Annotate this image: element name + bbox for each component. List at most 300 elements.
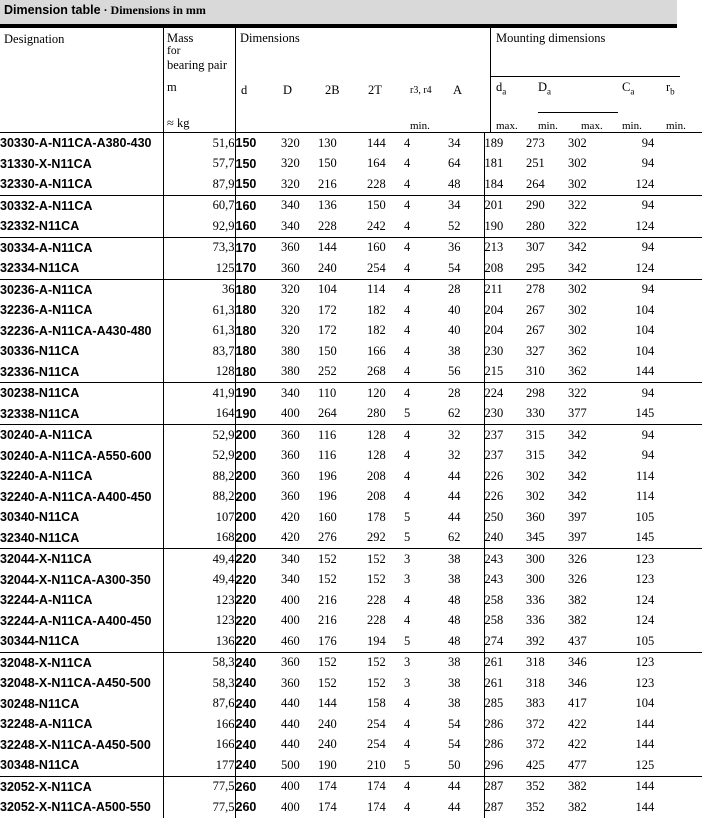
cell-Da-min: 372: [526, 716, 545, 731]
cell-A: 44: [448, 468, 461, 483]
cell-A: 48: [448, 613, 461, 628]
table-row: [0, 549, 702, 570]
cell-Ca-min: 14: [635, 737, 648, 752]
cell-2B: 176: [318, 633, 337, 648]
cell-d: 180: [235, 300, 281, 321]
col-da: $d_a$: [496, 80, 507, 97]
cell-d: 190: [235, 383, 281, 404]
cell-r3-r4: 4: [404, 237, 448, 258]
cell-Da-min: 315: [526, 425, 568, 446]
cell-A: 40: [448, 302, 461, 317]
table-row: [0, 776, 702, 797]
cell-2T: 268: [367, 364, 386, 379]
cell-da-max: 215: [484, 362, 526, 383]
cell-mass: 123: [163, 590, 235, 611]
cell-A: 40: [448, 323, 461, 338]
cell-2T: 164: [367, 156, 386, 171]
cell-D: 440: [281, 716, 300, 731]
cell-2T: 228: [367, 613, 386, 628]
cell-da-max: 286: [484, 735, 526, 756]
cell-2B: 172: [318, 323, 337, 338]
cell-Da-min: 290: [526, 195, 568, 216]
cell-r3-r4: 4: [404, 776, 448, 797]
table-row: [0, 735, 702, 756]
cell-mass: 58,3: [163, 652, 235, 673]
table-row: [0, 133, 702, 154]
cell-2T: 194: [367, 633, 386, 648]
cell-rb-min: 4: [648, 133, 702, 154]
cell-D: 360: [281, 260, 300, 275]
cell-Da-min: 392: [526, 633, 545, 648]
cell-designation: 32334-N11CA: [0, 261, 80, 276]
cell-A: 38: [448, 675, 461, 690]
cell-d: 200: [235, 466, 281, 487]
cell-Ca-min: 9: [610, 425, 648, 446]
cell-Da-min: 267: [526, 323, 545, 338]
cell-mass: 61,3: [163, 321, 235, 342]
cell-designation: 30344-N11CA: [0, 634, 80, 649]
col-mass-3: bearing pair: [167, 58, 228, 72]
cell-designation: 30240-A-N11CA: [0, 425, 163, 446]
cell-A: 50: [448, 757, 461, 772]
cell-mass: 87,9: [163, 174, 235, 195]
cell-D: 320: [281, 323, 300, 338]
cell-d: 200: [235, 446, 281, 467]
cell-2B: 240: [318, 737, 337, 752]
cell-D: 360: [281, 489, 300, 504]
table-row: [0, 425, 702, 446]
col-A: A: [453, 83, 463, 97]
cell-2B: 240: [318, 260, 337, 275]
cell-Da-min: 318: [526, 652, 568, 673]
cell-2T: 174: [367, 776, 404, 797]
cell-2B: 216: [318, 592, 337, 607]
cell-Ca-min: 12: [610, 652, 648, 673]
cell-2B: 116: [318, 448, 337, 463]
cell-r3-r4: 4: [404, 737, 411, 752]
cell-mass: 164: [163, 404, 235, 425]
cell-designation: 32340-N11CA: [0, 530, 80, 545]
table-subtitle: · Dimensions in mm: [100, 3, 206, 17]
cell-D: 440: [281, 696, 300, 711]
cell-mass: 52,9: [163, 446, 235, 467]
cell-2B: 216: [318, 613, 337, 628]
cell-mass: 168: [163, 528, 235, 549]
cell-da-max: 258: [484, 590, 526, 611]
cell-Da-min: 295: [526, 260, 545, 275]
cell-Da-min: 278: [526, 279, 568, 300]
cell-designation: 32048-X-N11CA: [0, 652, 163, 673]
cell-2B: 228: [318, 218, 337, 233]
cell-r3-r4: 5: [404, 633, 411, 648]
table-row: [0, 631, 702, 652]
cell-mass: 77,5: [163, 797, 235, 818]
cell-A: 44: [448, 509, 461, 524]
cell-d: 190: [235, 404, 281, 425]
cell-Da-max: 382: [568, 613, 587, 628]
cell-D: 400: [281, 799, 300, 814]
cell-Ca-min: 10: [635, 302, 648, 317]
cell-Ca-min: 9: [610, 383, 648, 404]
cell-mass: 73,3: [163, 237, 235, 258]
cell-rb-min: 3: [648, 652, 702, 673]
cell-r3-r4: 4: [404, 383, 448, 404]
cell-designation: 32240-A-N11CA: [0, 469, 93, 484]
table-row: [0, 652, 702, 673]
cell-2T: 228: [367, 592, 386, 607]
table-row: [0, 258, 702, 279]
cell-Ca-min: 12: [635, 592, 648, 607]
cell-Da-max: 346: [568, 675, 587, 690]
cell-designation: 32052-X-N11CA: [0, 776, 163, 797]
cell-mass: 166: [163, 735, 235, 756]
cell-designation: 32248-A-N11CA: [0, 717, 93, 732]
cell-r3-r4: 4: [404, 716, 411, 731]
cell-mass: 61,3: [163, 300, 235, 321]
cell-Da-max: 342: [568, 489, 587, 504]
cell-mass: 36: [163, 279, 235, 300]
cell-Da-max: 377: [568, 406, 587, 421]
cell-D: 440: [281, 737, 300, 752]
cell-Da-max: 342: [568, 425, 610, 446]
cell-da-max: 287: [484, 776, 526, 797]
table-row: [0, 174, 702, 195]
cell-D: 380: [281, 364, 300, 379]
cell-2B: 144: [318, 696, 337, 711]
cell-Da-min: 298: [526, 383, 568, 404]
table-title: Dimension table · Dimensions in mm: [4, 3, 206, 17]
cell-Ca-min: 10: [635, 509, 648, 524]
cell-Ca-min: 14: [635, 530, 648, 545]
cell-d: 240: [235, 755, 281, 776]
col-mass-sym: m: [167, 80, 177, 94]
cell-A: 48: [448, 633, 461, 648]
cell-da-max: 181: [484, 154, 526, 175]
col-mass-2: for: [167, 45, 181, 57]
cell-designation: 30238-N11CA: [0, 383, 163, 404]
cell-D: 320: [281, 133, 318, 154]
cell-rb-min: 4: [648, 737, 655, 752]
cell-designation: 30334-A-N11CA: [0, 237, 163, 258]
cell-Da-max: 302: [568, 133, 610, 154]
cell-Da-min: 327: [526, 343, 545, 358]
cell-designation: 32330-A-N11CA: [0, 177, 93, 192]
cell-D: 400: [281, 406, 300, 421]
cell-D: 500: [281, 757, 300, 772]
cell-rb-min: 3: [648, 572, 655, 587]
cell-designation: 32332-N11CA: [0, 219, 80, 234]
cell-Da-max: 362: [568, 343, 587, 358]
table-row: [0, 279, 702, 300]
cell-Da-min: 267: [526, 302, 545, 317]
cell-A: 44: [448, 776, 484, 797]
cell-D: 320: [281, 302, 300, 317]
table-row: [0, 216, 702, 237]
cell-A: 38: [448, 572, 461, 587]
table-row: [0, 466, 702, 487]
cell-2T: 254: [367, 737, 386, 752]
cell-d: 170: [235, 237, 281, 258]
cell-designation: 32044-X-N11CA-A300-350: [0, 572, 151, 587]
cell-da-max: 189: [484, 133, 526, 154]
cell-rb-min: 3: [648, 549, 702, 570]
cell-da-max: 243: [484, 570, 526, 591]
cell-2B: 172: [318, 302, 337, 317]
cell-A: 52: [448, 218, 461, 233]
cell-mass: 166: [163, 714, 235, 735]
cell-Ca-min: 9: [610, 133, 648, 154]
cell-Da-min: 336: [526, 613, 545, 628]
cell-designation: 30236-A-N11CA: [0, 279, 163, 300]
cell-designation: 30240-A-N11CA-A550-600: [0, 448, 152, 463]
cell-mass: 49,4: [163, 570, 235, 591]
cell-designation: 30248-N11CA: [0, 696, 80, 711]
cell-D: 340: [281, 549, 318, 570]
cell-mass: 60,7: [163, 195, 235, 216]
cell-Da-max: 382: [568, 592, 587, 607]
cell-A: 44: [448, 489, 461, 504]
cell-d: 200: [235, 425, 281, 446]
col-2B: 2B: [325, 83, 340, 97]
cell-Ca-min: 9: [641, 448, 648, 463]
cell-A: 32: [448, 448, 461, 463]
cell-A: 48: [448, 176, 461, 191]
cell-D: 400: [281, 592, 300, 607]
cell-d: 220: [235, 590, 281, 611]
cell-Ca-min: 14: [635, 406, 648, 421]
cell-designation: 32338-N11CA: [0, 406, 80, 421]
cell-designation: 32244-A-N11CA-A400-450: [0, 613, 152, 628]
cell-2B: 240: [318, 716, 337, 731]
cell-2T: 166: [367, 343, 386, 358]
cell-rb-min: 4: [648, 448, 655, 463]
cell-2B: 196: [318, 468, 337, 483]
cell-2T: 152: [367, 572, 386, 587]
cell-d: 220: [235, 549, 281, 570]
cell-2T: 254: [367, 260, 386, 275]
cell-D: 400: [281, 613, 300, 628]
cell-Da-max: 342: [568, 237, 610, 258]
col-rb-min: min.: [666, 120, 686, 132]
cell-da-max: 250: [484, 507, 526, 528]
cell-da-max: 296: [484, 755, 526, 776]
cell-2T: 182: [367, 323, 386, 338]
cell-Da-max: 362: [568, 364, 587, 379]
cell-Da-min: 360: [526, 509, 545, 524]
cell-Ca-min: 12: [635, 572, 648, 587]
cell-2T: 178: [367, 509, 386, 524]
cell-2B: 190: [318, 757, 337, 772]
col-rb: $r_b$: [666, 80, 675, 97]
cell-da-max: 213: [484, 237, 526, 258]
cell-Ca-min: 12: [635, 675, 648, 690]
table-row: [0, 797, 702, 818]
cell-A: 36: [448, 237, 484, 258]
col-2T: 2T: [368, 83, 382, 97]
cell-designation: 32044-X-N11CA: [0, 549, 163, 570]
cell-rb-min: 5: [648, 406, 655, 421]
cell-2B: 110: [318, 383, 367, 404]
cell-A: 54: [448, 716, 461, 731]
cell-da-max: 261: [484, 673, 526, 694]
cell-Da-max: 422: [568, 737, 587, 752]
cell-2T: 152: [367, 549, 404, 570]
cell-A: 34: [448, 133, 484, 154]
cell-Da-min: 300: [526, 572, 545, 587]
cell-Da-max: 382: [568, 799, 587, 814]
table-row: [0, 321, 702, 342]
cell-D: 360: [281, 652, 318, 673]
cell-rb-min: 4: [648, 343, 655, 358]
cell-2T: 128: [367, 448, 386, 463]
cell-Da-max: 342: [568, 260, 587, 275]
cell-2T: 242: [367, 218, 386, 233]
col-Ca-min: min.: [622, 120, 642, 132]
cell-2T: 182: [367, 302, 386, 317]
cell-r3-r4: 3: [404, 652, 448, 673]
cell-Da-min: 315: [526, 448, 545, 463]
table-row: [0, 154, 702, 175]
cell-r3-r4: 4: [404, 323, 411, 338]
cell-2B: 174: [318, 799, 337, 814]
cell-D: 340: [281, 218, 300, 233]
cell-da-max: 190: [484, 216, 526, 237]
cell-da-max: 226: [484, 466, 526, 487]
cell-2T: 114: [367, 279, 404, 300]
cell-2T: 254: [367, 716, 386, 731]
cell-rb-min: 4: [648, 302, 655, 317]
cell-2T: 158: [367, 696, 386, 711]
cell-Ca-min: 10: [635, 343, 648, 358]
cell-A: 48: [448, 592, 461, 607]
cell-da-max: 230: [484, 404, 526, 425]
cell-r3-r4: 3: [404, 675, 411, 690]
cell-Da-min: 251: [526, 156, 545, 171]
cell-Ca-min: 10: [635, 323, 648, 338]
cell-Ca-min: 9: [610, 279, 648, 300]
cell-2T: 160: [367, 237, 404, 258]
cell-D: 320: [281, 279, 318, 300]
cell-d: 240: [235, 694, 281, 715]
cell-rb-min: 5: [648, 757, 655, 772]
cell-da-max: 243: [484, 549, 526, 570]
cell-rb-min: 4: [648, 776, 702, 797]
cell-A: 34: [448, 195, 484, 216]
cell-Da-max: 302: [568, 323, 587, 338]
cell-rb-min: 4: [648, 716, 655, 731]
cell-2T: 128: [367, 425, 404, 446]
cell-A: 62: [448, 530, 461, 545]
col-D: D: [283, 83, 293, 97]
cell-2T: 174: [367, 799, 386, 814]
cell-D: 340: [281, 195, 318, 216]
col-designation: Designation: [4, 32, 65, 46]
cell-Da-max: 322: [568, 195, 610, 216]
cell-d: 220: [235, 611, 281, 632]
cell-rb-min: 4: [648, 468, 655, 483]
cell-A: 28: [448, 383, 484, 404]
cell-rb-min: 4: [648, 156, 655, 171]
cell-Da-min: 372: [526, 737, 545, 752]
col-r3-r4: r3, r4: [410, 85, 432, 96]
cell-Ca-min: 10: [635, 696, 648, 711]
cell-rb-min: 4: [648, 364, 655, 379]
cell-2B: 196: [318, 489, 337, 504]
cell-D: 360: [281, 237, 318, 258]
cell-mass: 83,7: [163, 341, 235, 362]
cell-da-max: 285: [484, 694, 526, 715]
cell-Da-max: 302: [568, 302, 587, 317]
table-row: [0, 300, 702, 321]
cell-d: 180: [235, 341, 281, 362]
table-row: [0, 673, 702, 694]
cell-rb-min: 4: [648, 195, 702, 216]
cell-Ca-min: 12: [610, 549, 648, 570]
cell-da-max: 261: [484, 652, 526, 673]
table-row: [0, 487, 702, 508]
cell-Da-min: 300: [526, 549, 568, 570]
cell-2T: 292: [367, 530, 386, 545]
cell-r3-r4: 4: [404, 133, 448, 154]
cell-rb-min: 5: [648, 530, 655, 545]
cell-A: 28: [448, 279, 484, 300]
cell-mass: 128: [163, 362, 235, 383]
cell-d: 200: [235, 487, 281, 508]
cell-Da-max: 302: [568, 176, 587, 191]
cell-designation: 32248-X-N11CA-A450-500: [0, 737, 151, 752]
cell-D: 380: [281, 343, 300, 358]
cell-2T: 150: [367, 195, 404, 216]
cell-Da-min: 336: [526, 592, 545, 607]
cell-da-max: 204: [484, 321, 526, 342]
cell-Da-max: 322: [568, 218, 587, 233]
col-d: d: [241, 83, 248, 97]
cell-Ca-min: 12: [635, 260, 648, 275]
cell-da-max: 201: [484, 195, 526, 216]
col-Da-min: min.: [538, 120, 558, 132]
cell-Da-min: 302: [526, 489, 545, 504]
cell-d: 150: [235, 154, 281, 175]
cell-designation: 30340-N11CA: [0, 510, 80, 525]
table-row: [0, 528, 702, 549]
table-row: [0, 694, 702, 715]
cell-mass: 88,2: [163, 487, 235, 508]
col-Da: $D_a$: [538, 80, 552, 97]
cell-A: 38: [448, 343, 461, 358]
col-Ca: $C_a$: [622, 80, 635, 97]
cell-2B: 150: [318, 156, 337, 171]
cell-rb-min: 4: [648, 176, 655, 191]
cell-D: 320: [281, 156, 300, 171]
cell-Da-max: 397: [568, 509, 587, 524]
cell-Da-min: 310: [526, 364, 545, 379]
cell-2B: 152: [318, 572, 337, 587]
cell-Ca-min: 9: [610, 237, 648, 258]
cell-da-max: 208: [484, 258, 526, 279]
cell-rb-min: 4: [648, 425, 702, 446]
cell-rb-min: 5: [648, 509, 655, 524]
cell-Da-min: 352: [526, 799, 545, 814]
cell-Ca-min: 14: [635, 716, 648, 731]
table-row: [0, 570, 702, 591]
cell-Da-max: 346: [568, 652, 610, 673]
cell-A: 64: [448, 156, 461, 171]
table-row: [0, 755, 702, 776]
cell-Da-max: 422: [568, 716, 587, 731]
cell-da-max: 226: [484, 487, 526, 508]
cell-d: 180: [235, 362, 281, 383]
cell-rb-min: 4: [648, 696, 655, 711]
